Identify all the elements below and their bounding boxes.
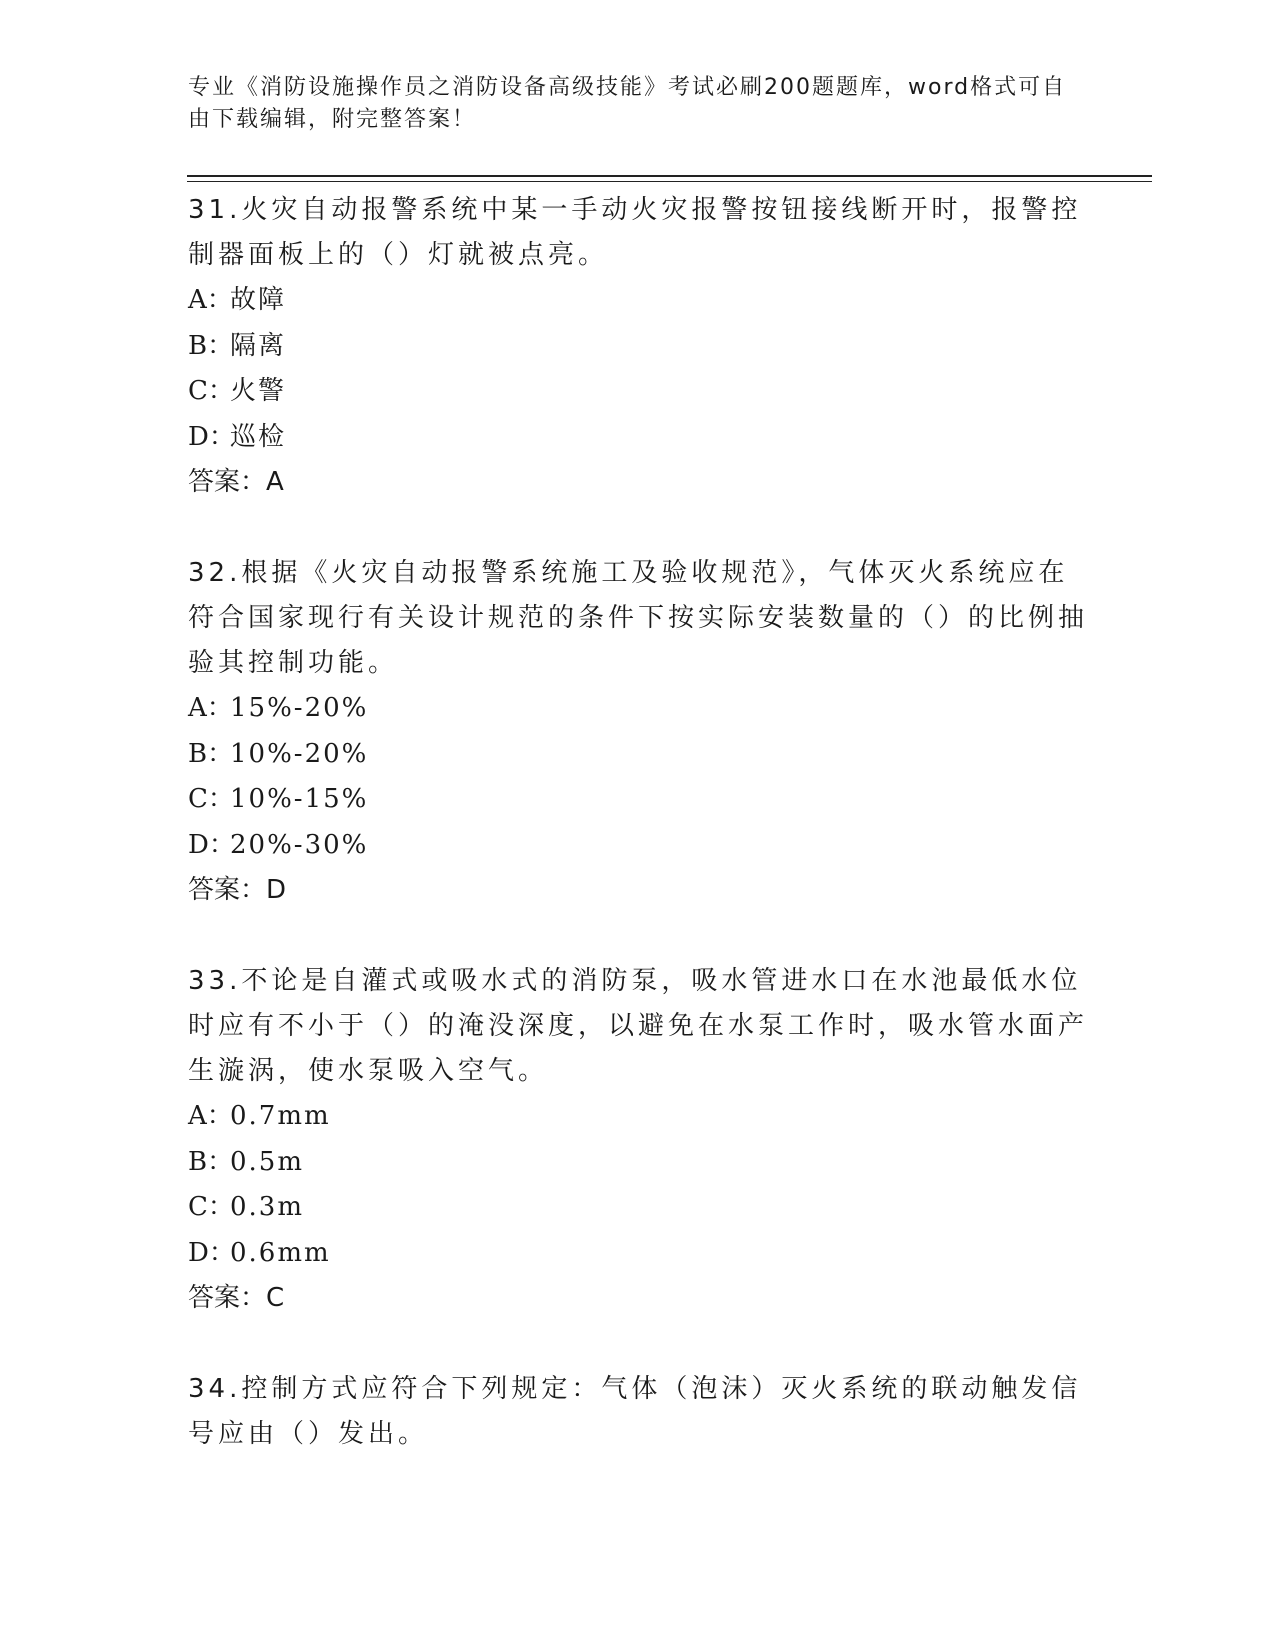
answer-line: 答案：C	[188, 1283, 285, 1313]
option-value: 0.3m	[230, 1192, 305, 1222]
option-key: A：	[188, 1101, 233, 1131]
option-value: 隔离	[230, 330, 287, 361]
option-b	[188, 732, 1088, 778]
answer-line: 答案：A	[188, 467, 284, 497]
option-value: 0.7mm	[230, 1101, 331, 1131]
question-32	[188, 551, 1088, 913]
question-stem: 34.控制方式应符合下列规定：气体（泡沫）灭火系统的联动触发信号应由（）发出。	[188, 1374, 1082, 1449]
question-stem: 33.不论是自灌式或吸水式的消防泵，吸水管进水口在水池最低水位时应有不小于（）的淹没深度，以避免在水泵工作时，吸水管水面产生漩涡，使水泵吸入空气。	[188, 966, 1089, 1086]
option-a	[188, 686, 1088, 732]
option-b	[188, 1140, 1088, 1186]
question-stem: 32.根据《火灾自动报警系统施工及验收规范》，气体灭火系统应在符合国家现行有关设计规范的条件下按实际安装数量的（）的比例抽验其控制功能。	[188, 558, 1089, 678]
option-key: A：	[188, 285, 233, 315]
option-value: 0.6mm	[230, 1237, 331, 1268]
option-key: C：	[188, 1192, 234, 1222]
option-a	[188, 278, 1088, 324]
option-value: 15%-20%	[230, 693, 369, 723]
header-rule-thick	[187, 175, 1152, 177]
document-header: 专业《消防设施操作员之消防设备高级技能》考试必刷200题题库，word格式可自由下载编辑，附完整答案！	[188, 75, 1067, 132]
question-stem: 31.火灾自动报警系统中某一手动火灾报警按钮接线断开时，报警控制器面板上的（）灯就被点亮。	[188, 195, 1082, 270]
option-value: 火警	[230, 376, 287, 406]
option-value: 20%-30%	[230, 829, 369, 860]
option-key: C：	[188, 784, 234, 814]
answer-line: 答案：D	[188, 875, 287, 905]
option-key: A：	[188, 693, 233, 723]
option-key: B：	[188, 330, 234, 361]
question-34	[188, 1367, 1088, 1457]
option-value: 巡检	[230, 421, 287, 452]
question-list	[188, 188, 1088, 1503]
option-value: 故障	[230, 285, 287, 315]
option-key: D：	[188, 421, 235, 452]
option-c	[188, 1185, 1088, 1231]
option-key: C：	[188, 376, 234, 406]
option-c	[188, 369, 1088, 415]
option-d	[188, 415, 1088, 461]
question-33	[188, 959, 1088, 1321]
question-31	[188, 188, 1088, 505]
option-value: 10%-20%	[230, 738, 369, 769]
header-rule-thin	[187, 181, 1152, 182]
option-value: 0.5m	[230, 1146, 305, 1177]
option-d	[188, 1231, 1088, 1277]
option-key: D：	[188, 1237, 235, 1268]
option-key: B：	[188, 1146, 234, 1177]
option-value: 10%-15%	[230, 784, 369, 814]
option-a	[188, 1094, 1088, 1140]
option-c	[188, 777, 1088, 823]
option-key: B：	[188, 738, 234, 769]
option-key: D：	[188, 829, 235, 860]
option-b	[188, 324, 1088, 370]
option-d	[188, 823, 1088, 869]
